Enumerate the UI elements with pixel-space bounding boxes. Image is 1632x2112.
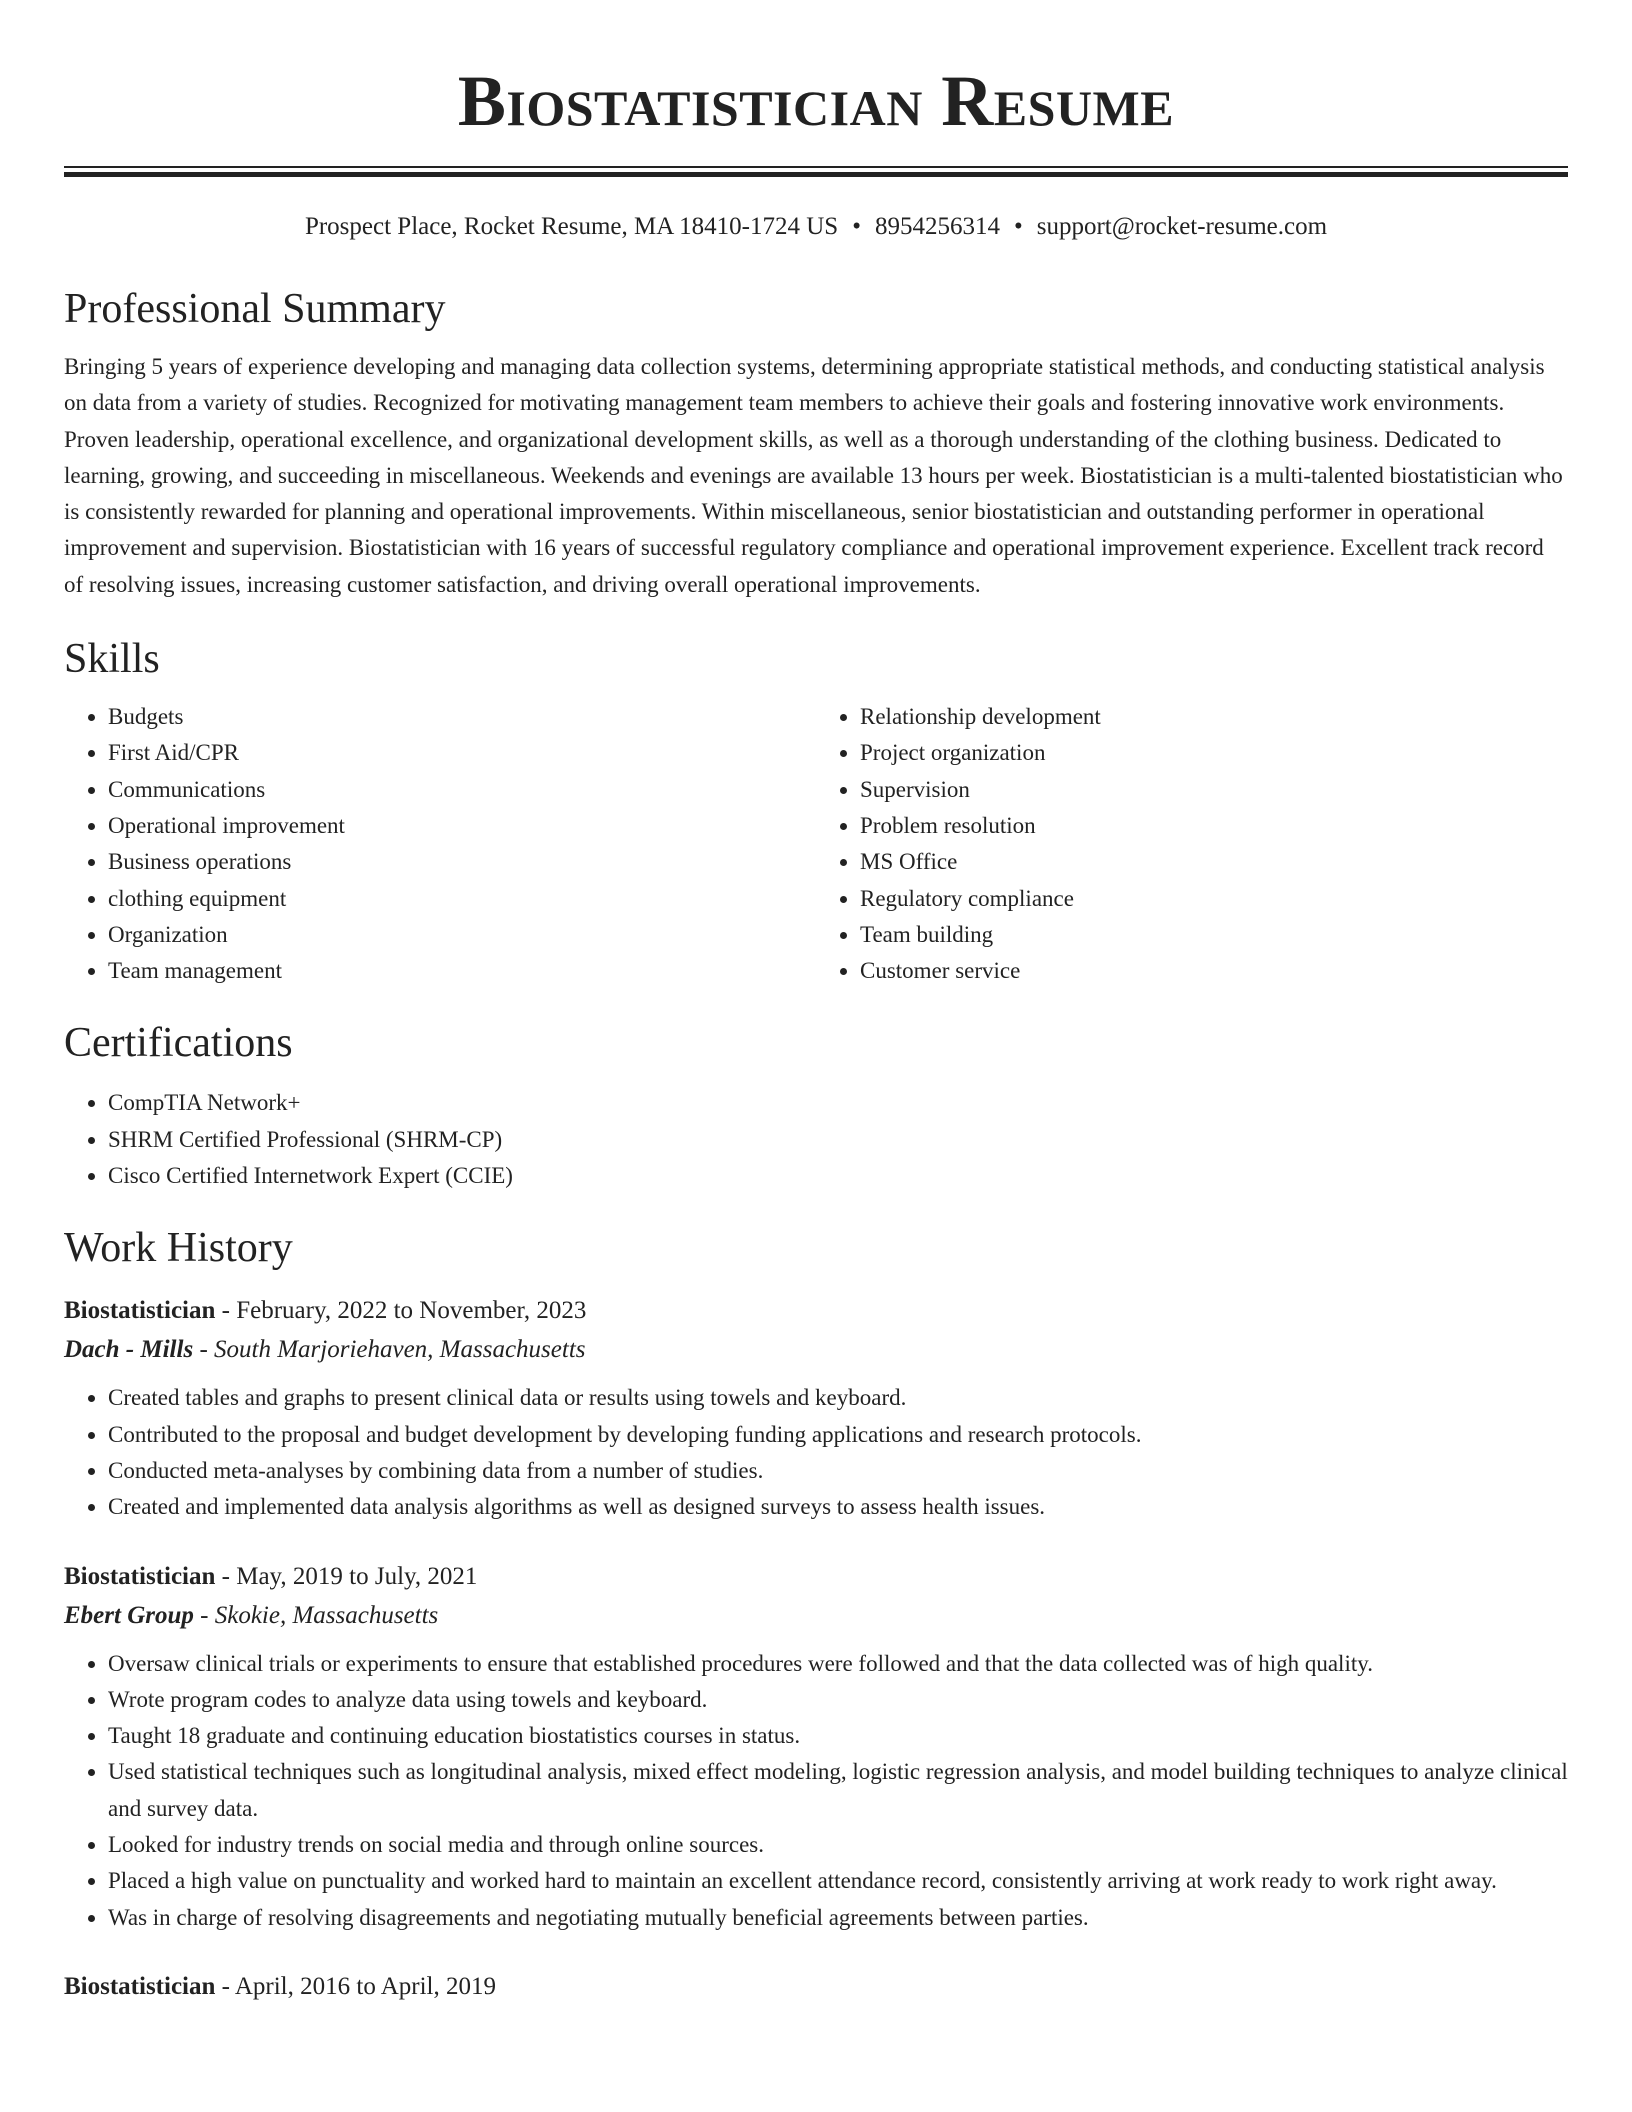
- title-divider: [64, 166, 1568, 177]
- skill-item: • Organization: [108, 917, 816, 953]
- skill-item: • Communications: [108, 772, 816, 808]
- page-title: Biostatistician Resume: [457, 61, 1175, 141]
- skill-item: • Regulatory compliance: [860, 881, 1568, 917]
- summary-text: Bringing 5 years of experience developing and managing data collection systems, determining appropriate statistical methods, and conducting statistical analysis on data from a variety of studies. Recognized for motivating management team members to achieve their goals and fostering innovative work environments. Proven leadership, operational excellence, and organizational development skills, as well as a thorough understanding of the clothing business. Dedicated to learning, growing, and succeeding in miscellaneous. Weekends and evenings are available 13 hours per week. Biostatistician is a multi-talented biostatistician who is consistently rewarded for planning and operational improvements. Within miscellaneous, senior biostatistician and outstanding performer in operational improvement and supervision. Biostatistician with 16 years of successful regulatory compliance and operational improvement experience. Excellent track record of resolving issues, increasing customer satisfaction, and driving overall operational improvements.: [64, 354, 1563, 597]
- job-bullet: • Was in charge of resolving disagreements and negotiating mutually beneficial agreements between parties.: [108, 1900, 1568, 1936]
- job-bullet: • Oversaw clinical trials or experiments to ensure that established procedures were followed and that the data collected was of high quality.: [108, 1646, 1568, 1682]
- certification-item: • SHRM Certified Professional (SHRM-CP): [108, 1122, 1568, 1158]
- job-bullet: • Wrote program codes to analyze data using towels and keyboard.: [108, 1682, 1568, 1718]
- contact-separator: •: [852, 213, 861, 240]
- job-bullet: • Placed a high value on punctuality and worked hard to maintain an excellent attendance record, consistently arriving at work ready to work right away.: [108, 1863, 1568, 1899]
- contact-line: [64, 211, 1568, 243]
- job-header: Biostatistician - May, 2019 to July, 2021: [64, 1562, 478, 1590]
- job-header: Biostatistician - February, 2022 to November, 2023: [64, 1297, 587, 1325]
- skill-item: • MS Office: [860, 844, 1568, 880]
- job-bullet: • Created tables and graphs to present clinical data or results using towels and keyboard.: [108, 1380, 1568, 1416]
- job-dates: May, 2019 to July, 2021: [236, 1562, 478, 1590]
- job-location: Skokie, Massachusetts: [214, 1601, 439, 1629]
- job-bullet: • Contributed to the proposal and budget development by developing funding applications and research protocols.: [108, 1417, 1568, 1453]
- skills-columns: [64, 699, 1568, 989]
- job-dates: April, 2016 to April, 2019: [234, 1972, 496, 2000]
- skills-list-left: [64, 699, 816, 989]
- job-bullet: • Looked for industry trends on social media and through online sources.: [108, 1827, 1568, 1863]
- job-employer: Dach - Mills - South Marjoriehaven, Massachusetts: [64, 1336, 586, 1364]
- skill-item: • Budgets: [108, 699, 816, 735]
- skill-item: • Team management: [108, 953, 816, 989]
- resume-page: [64, 0, 1568, 2006]
- job-entry: [64, 1558, 1568, 1936]
- contact-separator: •: [1013, 213, 1023, 240]
- job-title: Biostatistician: [64, 1562, 216, 1590]
- skill-item: • Project organization: [860, 735, 1568, 771]
- certification-item: • Cisco Certified Internetwork Expert (CCIE): [108, 1158, 1568, 1194]
- job-entry: [64, 1292, 1568, 1525]
- job-title: Biostatistician: [64, 1972, 216, 2000]
- skill-item: • Customer service: [860, 953, 1568, 989]
- job-company: Dach - Mills: [64, 1336, 194, 1364]
- job-entry: [64, 1968, 1568, 2006]
- skills-list-right: [816, 699, 1568, 989]
- job-bullets: [64, 1646, 1568, 1936]
- contact-email: support@rocket-resume.com: [1036, 213, 1328, 240]
- skills-heading: Skills: [64, 636, 160, 683]
- skill-item: • Supervision: [860, 772, 1568, 808]
- skill-item: • Business operations: [108, 844, 816, 880]
- contact-address: Prospect Place, Rocket Resume, MA 18410-1724 US: [304, 213, 839, 240]
- job-header: Biostatistician - April, 2016 to April, 2019: [64, 1972, 496, 2000]
- job-employer: Ebert Group - Skokie, Massachusetts: [64, 1601, 439, 1629]
- skill-item: • Team building: [860, 917, 1568, 953]
- job-bullet: • Conducted meta-analyses by combining data from a number of studies.: [108, 1453, 1568, 1489]
- job-bullets: [64, 1380, 1568, 1525]
- certification-item: • CompTIA Network+: [108, 1085, 1568, 1121]
- job-bullet: • Taught 18 graduate and continuing education biostatistics courses in status.: [108, 1718, 1568, 1754]
- work-history-heading: Work History: [64, 1225, 293, 1272]
- certifications-heading: Certifications: [64, 1020, 293, 1067]
- job-bullet: • Used statistical techniques such as longitudinal analysis, mixed effect modeling, logistic regression analysis, and model building techniques to analyze clinical and survey data.: [108, 1754, 1568, 1827]
- skill-item: • Problem resolution: [860, 808, 1568, 844]
- job-dates: February, 2022 to November, 2023: [236, 1297, 587, 1325]
- job-location: South Marjoriehaven, Massachusetts: [214, 1336, 586, 1364]
- certifications-list: [64, 1085, 1568, 1194]
- skill-item: • Relationship development: [860, 699, 1568, 735]
- job-company: Ebert Group: [64, 1601, 194, 1629]
- summary-heading: Professional Summary: [64, 286, 446, 332]
- skill-item: • First Aid/CPR: [108, 735, 816, 771]
- job-title: Biostatistician: [64, 1297, 216, 1325]
- contact-phone: 8954256314: [874, 213, 1000, 240]
- skill-item: • clothing equipment: [108, 881, 816, 917]
- job-bullet: • Created and implemented data analysis algorithms as well as designed surveys to assess health issues.: [108, 1489, 1568, 1525]
- skill-item: • Operational improvement: [108, 808, 816, 844]
